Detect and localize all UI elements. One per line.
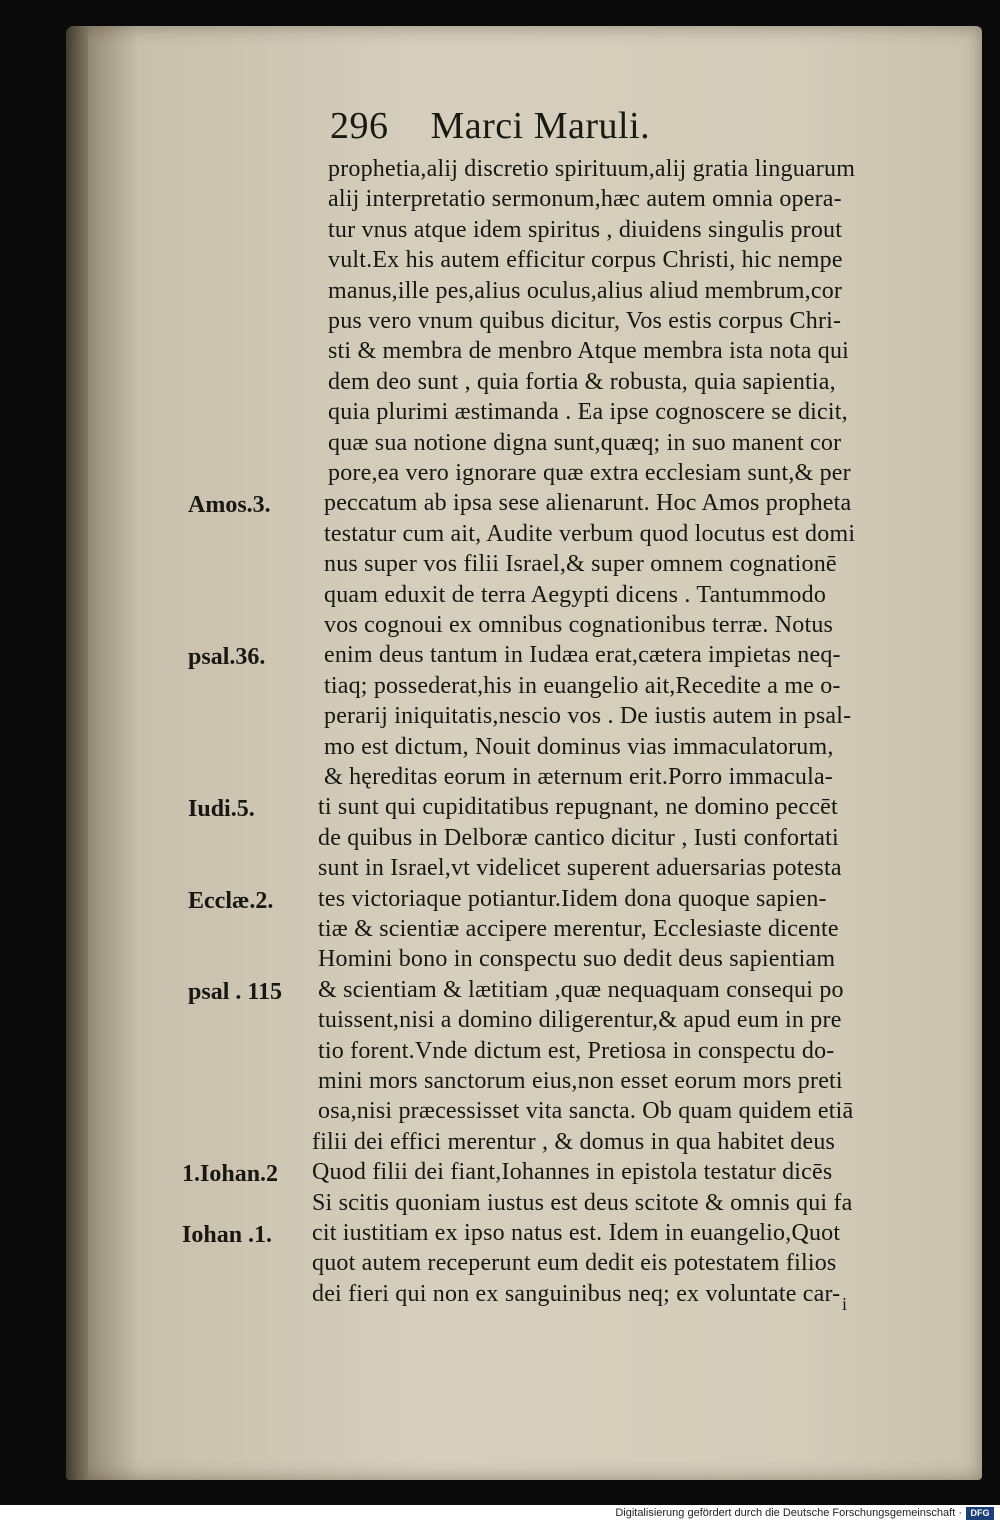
text-line: quia plurimi æstimanda . Ea ipse cognoscere se dicit,: [328, 399, 848, 426]
text-line: prophetia,alij discretio spirituum,alij gratia linguarum: [328, 156, 856, 182]
text-line: Si scitis quoniam iustus est deus scitote & omnis qui fa: [312, 1189, 853, 1216]
text-line: tiaq; possederat,his in euangelio ait,Recedite a me o-: [324, 672, 841, 699]
text-line: vos cognoui ex omnibus cognationibus terræ. Notus: [324, 612, 834, 638]
page-number: 296: [330, 105, 389, 147]
text-line: vult.Ex his autem efficitur corpus Christi, hic nempe: [328, 247, 843, 274]
text-line: pore,ea vero ignorare quæ extra ecclesiam sunt,& per: [328, 460, 851, 486]
text-line: dem deo sunt , quia fortia & robusta, quia sapientia,: [328, 368, 836, 395]
text-line: quæ sua notione digna sunt,quæq; in suo manent cor: [328, 429, 842, 456]
text-line: tur vnus atque idem spiritus , diuidens singulis prout: [328, 216, 843, 243]
marginal-note: Iohan .1.: [182, 1222, 273, 1248]
text-line: testatur cum ait, Audite verbum quod locutus est domi: [324, 520, 856, 547]
text-line: nus super vos filii Israel,& super omnem cognationē: [324, 551, 837, 578]
marginal-note: psal . 115: [188, 978, 283, 1005]
marginal-note: Ecclæ.2.: [188, 887, 274, 914]
text-line: mini mors sanctorum eius,non esset eorum mors preti: [318, 1068, 843, 1094]
catchword: i: [842, 1294, 848, 1314]
text-line: tiæ & scientiæ accipere merentur, Ecclesiaste dicente: [318, 916, 839, 942]
text-line: manus,ille pes,alius oculus,alius aliud membrum,cor: [328, 277, 843, 304]
text-line: ti sunt qui cupiditatibus repugnant, ne domino peccēt: [318, 794, 838, 821]
text-line: sti & membra de menbro Atque membra ista nota qui: [328, 338, 850, 365]
text-line: mo est dictum, Nouit dominus vias immaculatorum,: [324, 733, 834, 760]
text-line: quam eduxit de terra Aegypti dicens . Tantummodo: [324, 581, 827, 608]
text-line: de quibus in Delboræ cantico dicitur , Iusti confortati: [318, 824, 839, 851]
text-line: filii dei effici merentur , & domus in qua habitet deus: [312, 1128, 836, 1155]
dfg-logo: DFG: [966, 1507, 994, 1520]
text-line: Quod filii dei fiant,Iohannes in epistola testatur dicēs: [312, 1159, 833, 1186]
marginal-note: 1.Iohan.2: [182, 1161, 279, 1188]
text-line: tio forent.Vnde dictum est, Pretiosa in conspectu do-: [318, 1037, 835, 1064]
text-line: sunt in Israel,vt videlicet superent aduersarias potesta: [318, 855, 842, 882]
text-line: peccatum ab ipsa sese alienarunt. Hoc Amos propheta: [324, 490, 852, 517]
text-line: quot autem receperunt eum dedit eis potestatem filios: [312, 1250, 837, 1277]
text-line: enim deus tantum in Iudæa erat,cætera impietas neq-: [324, 642, 841, 669]
marginal-note: Iudi.5.: [188, 796, 255, 823]
text-line: cit iustitiam ex ipso natus est. Idem in euangelio,Quot: [312, 1220, 841, 1246]
text-line: tuissent,nisi a domino diligerentur,& apud eum in pre: [318, 1007, 842, 1034]
text-line: & hęreditas eorum in æternum erit.Porro immacula-: [324, 764, 833, 790]
running-title: Marci Maruli.: [430, 105, 651, 147]
page-gutter-shadow: [66, 26, 88, 1480]
running-head: [330, 104, 650, 148]
text-line: tes victoriaque potiantur.Iidem dona quoque sapien-: [318, 885, 827, 912]
text-line: pus vero vnum quibus dicitur, Vos estis corpus Chri-: [328, 308, 842, 334]
text-line: perarij iniquitatis,nescio vos . De iustis autem in psal-: [324, 703, 852, 730]
text-line: dei fieri qui non ex sanguinibus neq; ex voluntate car-: [312, 1280, 841, 1307]
text-line: osa,nisi præcessisset vita sancta. Ob quam quidem etiā: [318, 1098, 854, 1125]
text-line: & scientiam & lætitiam ,quæ nequaquam consequi po: [318, 976, 844, 1003]
footer-credit: Digitalisierung gefördert durch die Deutsche Forschungsgemeinschaft ·: [615, 1507, 962, 1519]
text-line: alij interpretatio sermonum,hæc autem omnia opera-: [328, 186, 842, 213]
marginal-note: Amos.3.: [188, 492, 271, 519]
text-line: Homini bono in conspectu suo dedit deus sapientiam: [318, 946, 836, 973]
marginal-note: psal.36.: [188, 644, 266, 671]
